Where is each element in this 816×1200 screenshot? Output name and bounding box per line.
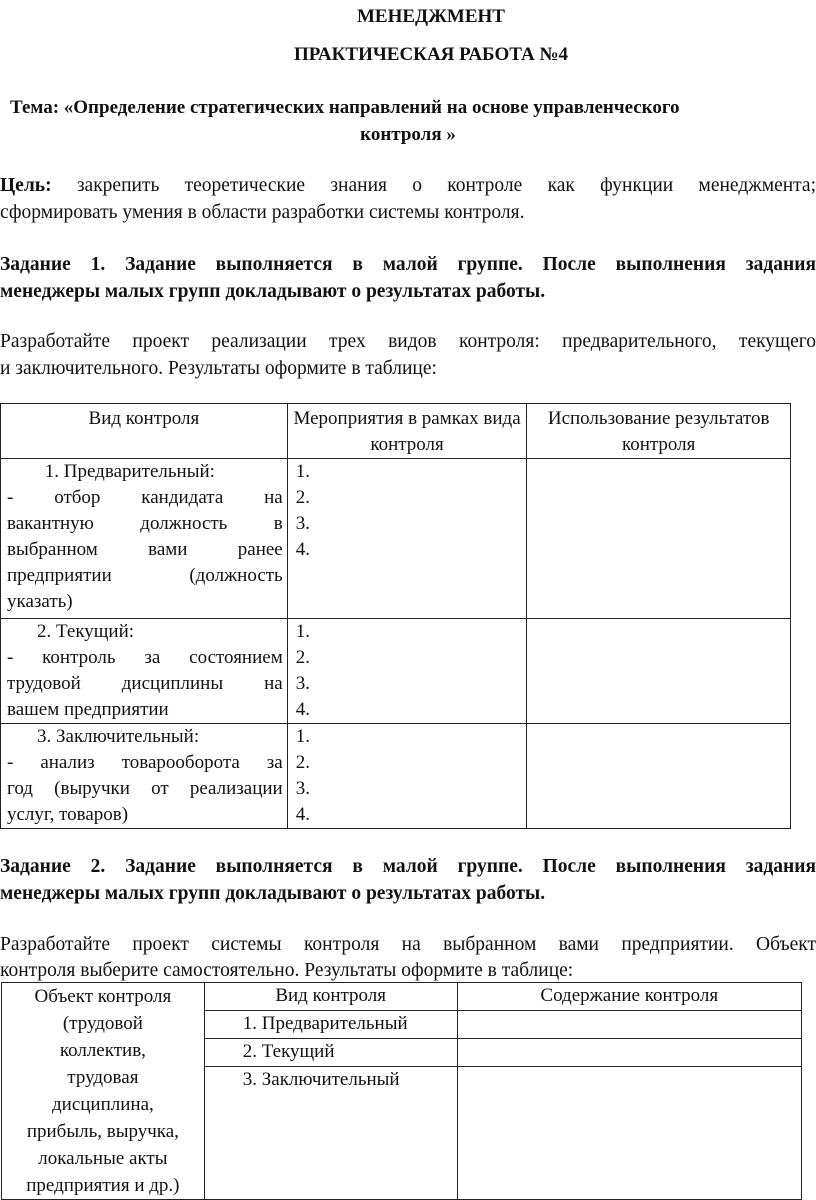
control-content-cell — [457, 1038, 801, 1066]
task2-table — [1, 982, 802, 1200]
measures-cell — [287, 724, 527, 829]
measures-cell — [287, 459, 527, 619]
header-measures: Мероприятия в рамках вида контроля — [287, 404, 527, 459]
list-item: 3. — [295, 513, 310, 534]
list-item: 2. — [295, 647, 310, 668]
goal-label: Цель: — [0, 175, 52, 196]
task2-instruction-2: контроля выберите самостоятельно. Результаты оформите в таблице: — [0, 960, 574, 981]
object-desc-line: предприятия и др.) — [26, 1175, 180, 1196]
work-title: ПРАКТИЧЕСКАЯ РАБОТА №4 — [293, 44, 569, 65]
task1-title-1: Задание 1. Задание выполняется в малой группе. После выполнения задания — [0, 254, 816, 275]
list-item: 1. — [295, 461, 310, 482]
table-row — [1, 459, 791, 619]
object-desc-line: дисциплина, — [51, 1094, 154, 1115]
list-item: 1. — [295, 726, 310, 747]
control-desc-line: - контроль за состоянием — [7, 647, 283, 668]
theme-line-1: Тема: «Определение стратегических направлений на основе управленческого — [10, 97, 680, 118]
task2-title-2: менеджеры малых групп докладывают о результатах работы. — [0, 883, 546, 904]
control-type-title: 2. Текущий: — [37, 621, 135, 642]
table-header-row — [1, 404, 791, 459]
object-desc-line: (трудовой — [62, 1013, 143, 1034]
table-header-row — [2, 983, 802, 1011]
object-control-cell — [2, 983, 205, 1200]
control-desc-line: предприятии (должность — [7, 565, 283, 586]
task1-instruction-1: Разработайте проект реализации трех видов контроля: предварительного, текущего — [0, 331, 816, 352]
result-usage-cell — [527, 459, 791, 619]
goal-text-1: закрепить теоретические знания о контроле как функции менеджмента; — [76, 175, 816, 196]
control-desc-line: выбранном вами ранее — [7, 539, 283, 560]
control-desc-line: - анализ товарооборота за — [7, 752, 283, 773]
control-type-cell: 2. Текущий — [204, 1038, 457, 1066]
result-usage-cell — [527, 724, 791, 829]
task1-title-2: менеджеры малых групп докладывают о результатах работы. — [0, 281, 546, 302]
control-desc-line: услуг, товаров) — [7, 804, 129, 825]
control-desc-line: трудовой дисциплины на — [7, 673, 283, 694]
control-desc-line: - отбор кандидата на — [7, 487, 283, 508]
object-desc-line: коллектив, — [59, 1040, 146, 1061]
control-content-cell — [457, 1010, 801, 1038]
object-desc-line: локальные акты — [38, 1148, 168, 1169]
header-object-control: Объект контроля — [34, 986, 172, 1007]
control-type-title: 3. Заключительный: — [37, 726, 200, 747]
list-item: 3. — [295, 778, 310, 799]
theme-line-2: контроля » — [360, 124, 456, 145]
result-usage-cell — [527, 619, 791, 724]
task1-instruction-2: и заключительного. Результаты оформите в таблице: — [0, 358, 437, 379]
control-desc-line: год (выручки от реализации — [7, 778, 283, 799]
header-control-type: Вид контроля — [204, 983, 457, 1011]
goal-line-1 — [0, 172, 816, 199]
list-item: 2. — [295, 752, 310, 773]
control-type-title: 1. Предварительный: — [44, 461, 215, 482]
table-row — [1, 619, 791, 724]
control-desc-line: вашем предприятии — [7, 699, 169, 720]
object-desc-line: трудовая — [67, 1067, 139, 1088]
header-result-usage: Использование результатов контроля — [527, 404, 791, 459]
table-row — [1, 724, 791, 829]
list-item: 2. — [295, 487, 310, 508]
control-type-cell — [1, 459, 288, 619]
control-type-cell: 3. Заключительный — [204, 1066, 457, 1199]
list-item: 4. — [295, 699, 310, 720]
task2-instruction-1: Разработайте проект системы контроля на выбранном вами предприятии. Объект — [0, 934, 816, 955]
control-content-cell — [457, 1066, 801, 1199]
subject-title: МЕНЕДЖМЕНТ — [357, 6, 505, 27]
task2-title-1: Задание 2. Задание выполняется в малой группе. После выполнения задания — [0, 856, 816, 877]
task1-table — [0, 403, 791, 829]
list-item: 4. — [295, 539, 310, 560]
header-control-type: Вид контроля — [1, 404, 288, 459]
list-item: 1. — [295, 621, 310, 642]
control-type-cell — [1, 724, 288, 829]
goal-line-2: сформировать умения в области разработки системы контроля. — [0, 202, 525, 223]
list-item: 4. — [295, 804, 310, 825]
control-desc-line: вакантную должность в — [7, 513, 283, 534]
control-desc-line: указать) — [7, 591, 73, 612]
object-desc-line: прибыль, выручка, — [26, 1121, 179, 1142]
header-control-content: Содержание контроля — [457, 983, 801, 1011]
control-type-cell — [1, 619, 288, 724]
control-type-cell: 1. Предварительный — [204, 1010, 457, 1038]
list-item: 3. — [295, 673, 310, 694]
measures-cell — [287, 619, 527, 724]
